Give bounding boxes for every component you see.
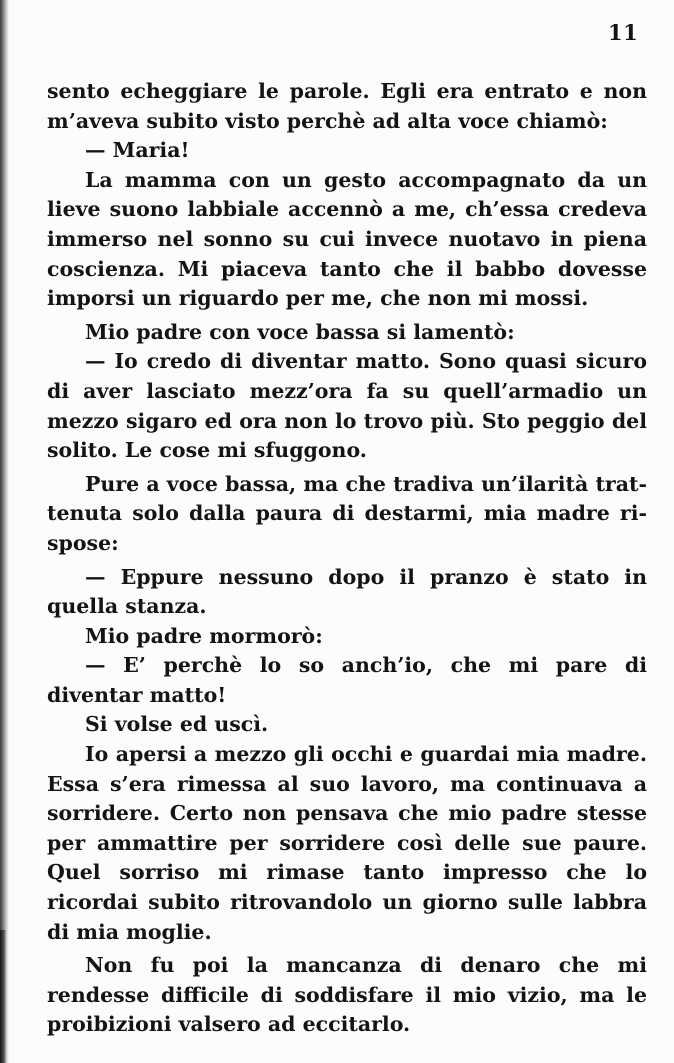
page-binding-shadow-dark: [0, 930, 6, 1063]
page-number: 11: [608, 20, 639, 45]
paragraph: sento echeggiare le parole. Egli era entrato e non m’aveva subito visto perchè ad alta voce chiamò:: [47, 79, 647, 133]
page-binding-shadow: [0, 0, 9, 1063]
paragraph: Mio padre mormorò:: [85, 623, 323, 648]
paragraph: La mamma con un gesto accompagnato da un lieve suono labbiale accennò a me, ch’essa credeva immerso nel sonno su cui invece nuotavo in piena coscienza. Mi piaceva tanto che il babbo dovesse imporsi un riguardo per me, che non mi mossi.: [47, 167, 647, 311]
paragraph: — Maria!: [85, 138, 190, 163]
paragraph: Si volse ed uscì.: [85, 712, 269, 737]
paragraph: Pure a voce bassa, ma che tradiva un’ilarità trattenuta solo dalla paura di destarmi, mia madre rispose:: [47, 471, 647, 555]
paragraph: Non fu poi la mancanza di denaro che mi rendesse difficile di soddisfare il mio vizio, ma le proibizioni valsero ad eccitarlo.: [47, 953, 647, 1037]
paragraph: Mio padre con voce bassa si lamentò:: [85, 319, 515, 344]
paragraph: — Io credo di diventar matto. Sono quasi sicuro di aver lasciato mezz’ora fa su quell’armadio un mezzo sigaro ed ora non lo trovo più. Sto peggio del solito. Le cose mi sfuggono.: [47, 349, 647, 463]
body-text: [47, 77, 647, 1040]
paragraph: Io apersi a mezzo gli occhi e guardai mia madre. Essa s’era rimessa al suo lavoro, ma continuava a sorridere. Certo non pensava che mio padre stesse per ammattire per sorridere così delle sue paure. Quel sorriso mi rimase tanto impresso che lo ricordai subito ritrovandolo un giorno sulle labbra di mia moglie.: [47, 742, 647, 944]
paragraph: — E’ perchè lo so anch’io, che mi pare di diventar matto!: [47, 653, 647, 707]
paragraph: — Eppure nessuno dopo il pranzo è stato in quella stanza.: [47, 564, 647, 619]
